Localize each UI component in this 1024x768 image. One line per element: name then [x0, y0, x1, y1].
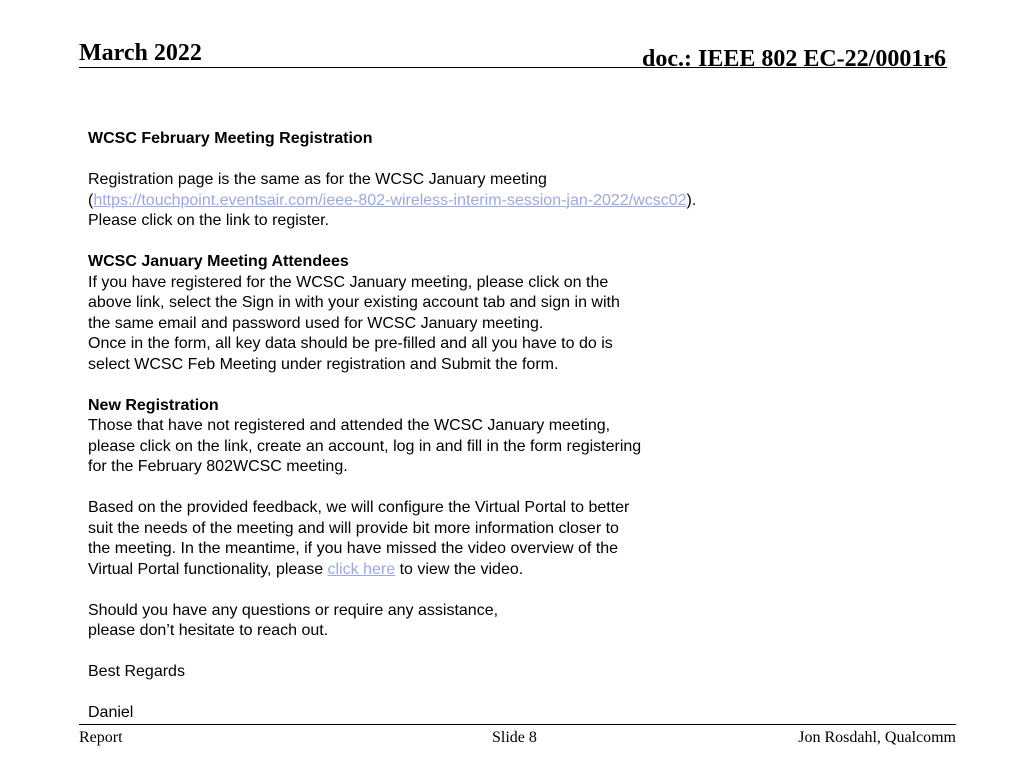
footer-report-label: Report [79, 729, 123, 746]
attendees-heading: WCSC January Meeting Attendees [88, 253, 349, 270]
registration-link[interactable]: https://touchpoint.eventsair.com/ieee-802-wireless-interim-session-jan-2022/wcsc02 [93, 191, 687, 209]
signature: Daniel [88, 704, 134, 721]
header-date: March 2022 [79, 40, 202, 66]
footer-divider [79, 724, 956, 725]
closing-regards: Best Regards [88, 663, 185, 680]
attendees-line: above link, select the Sign in with your existing account tab and sign in with [88, 294, 620, 311]
slide-body [88, 129, 948, 724]
spacer [88, 642, 948, 663]
attendees-line: If you have registered for the WCSC January meeting, please click on the [88, 273, 609, 291]
header-divider [79, 67, 947, 68]
new-registration-line: Those that have not registered and attended the WCSC January meeting, [88, 417, 611, 434]
portal-text: to view the video. [395, 560, 524, 578]
spacer [88, 375, 948, 396]
registration-text-line: Please click on the link to register. [88, 212, 330, 229]
registration-link-line [88, 191, 948, 212]
video-link[interactable]: click here [327, 560, 396, 578]
slide-number: Slide 8 [492, 729, 537, 746]
questions-line: please don’t hesitate to reach out. [88, 622, 329, 639]
document-id: doc.: IEEE 802 EC-22/0001r6 [641, 46, 946, 72]
attendees-line: Once in the form, all key data should be pre-filled and all you have to do is [88, 335, 613, 352]
attendees-line: the same email and password used for WCSC January meeting. [88, 314, 544, 332]
new-registration-line: for the February 802WCSC meeting. [88, 458, 348, 475]
portal-text: Virtual Portal functionality, please [88, 560, 328, 578]
portal-line: suit the needs of the meeting and will provide bit more information closer to [88, 519, 619, 537]
new-registration-line: please click on the link, create an account, log in and fill in the form registering [88, 437, 642, 455]
questions-line: Should you have any questions or require any assistance, [88, 601, 499, 619]
portal-line: Based on the provided feedback, we will configure the Virtual Portal to better [88, 499, 630, 516]
portal-link-line [88, 560, 948, 581]
spacer [88, 580, 948, 601]
portal-line: the meeting. In the meantime, if you have missed the video overview of the [88, 540, 619, 557]
spacer [88, 683, 948, 704]
spacer [88, 232, 948, 253]
paren-open: ( [88, 191, 94, 209]
footer-author: Jon Rosdahl, Qualcomm [798, 729, 956, 746]
spacer [88, 478, 948, 499]
paren-close: ). [686, 191, 697, 209]
spacer [88, 150, 948, 171]
new-registration-heading: New Registration [88, 396, 219, 414]
attendees-line: select WCSC Feb Meeting under registration and Submit the form. [88, 355, 559, 373]
registration-text-line: Registration page is the same as for the WCSC January meeting [88, 171, 547, 188]
registration-title: WCSC February Meeting Registration [88, 130, 373, 147]
